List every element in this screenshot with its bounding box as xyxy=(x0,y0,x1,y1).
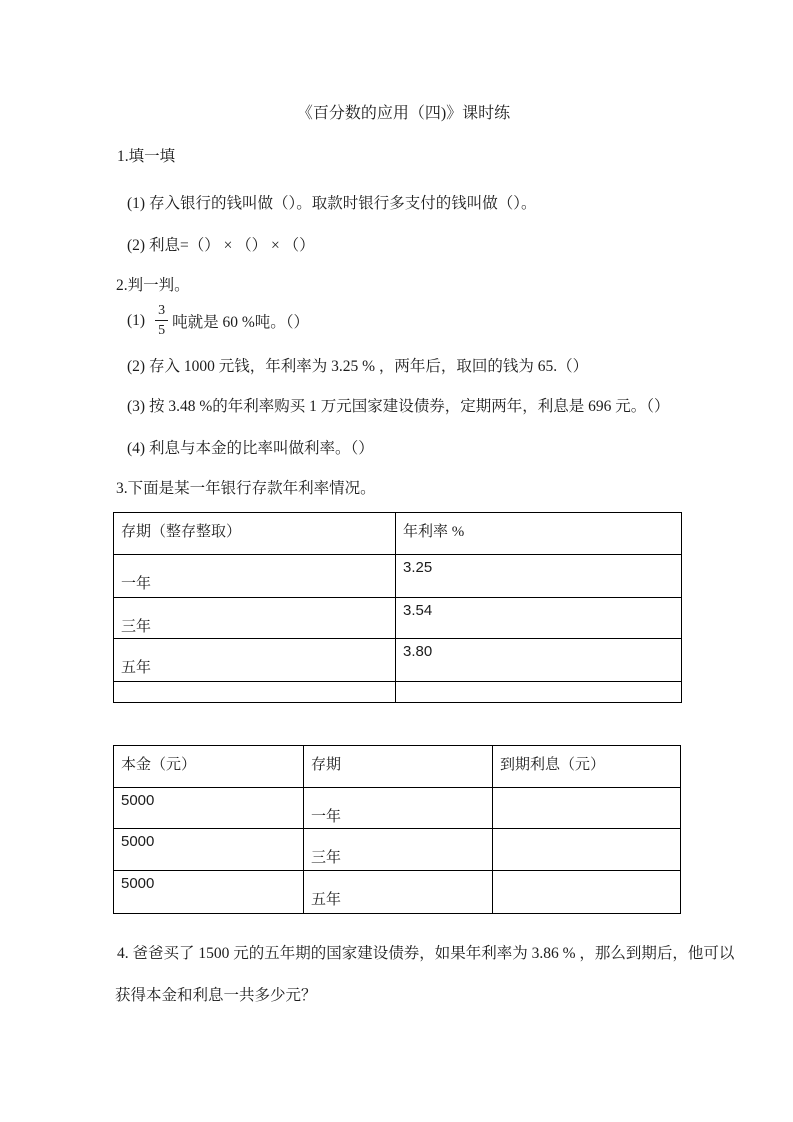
rate-table-cell-term: 五年 xyxy=(114,639,396,682)
calc-table-header-interest: 到期利息（元） xyxy=(493,746,681,788)
calc-table-cell-principal: 5000 xyxy=(114,871,304,914)
calc-table-cell-interest xyxy=(493,829,681,871)
calc-table-cell-principal: 5000 xyxy=(114,788,304,829)
rate-table-cell-empty xyxy=(396,682,682,703)
rate-table-header-term: 存期（整存整取） xyxy=(114,513,396,555)
calc-table-cell-term: 一年 xyxy=(304,788,493,829)
q3-heading: 3.下面是某一年银行存款年利率情况。 xyxy=(116,480,376,497)
rate-table-cell-term: 三年 xyxy=(114,598,396,639)
calc-table-cell-principal: 5000 xyxy=(114,829,304,871)
calc-table-cell-term: 五年 xyxy=(304,871,493,914)
fraction-three-fifths xyxy=(155,302,168,339)
q2-item-4: (4) 利息与本金的比率叫做利率。（） xyxy=(127,440,374,457)
q4-line-2: 获得本金和利息一共多少元？ xyxy=(115,987,317,1004)
q2-item-3: (3) 按 3.48 %的年利率购买 1 万元国家建设债券，定期两年，利息是 696 元。（） xyxy=(127,398,670,415)
calc-table-cell-interest xyxy=(493,871,681,914)
q2-item-2: (2) 存入 1000 元钱，年利率为 3.25 % ，两年后，取回的钱为 65.（） xyxy=(127,358,589,375)
q2-item-1-number: (1) xyxy=(127,311,146,329)
q2-item-1-text: 吨就是 60 %吨。（） xyxy=(172,313,309,331)
q4-line-1: 4. 爸爸买了 1500 元的五年期的国家建设债券，如果年利率为 3.86 % ，那么到期后，他可以 xyxy=(117,945,735,962)
page-title: 《百分数的应用（四)》课时练 xyxy=(296,105,511,122)
fraction-denominator: 5 xyxy=(158,323,166,338)
calc-table-cell-term: 三年 xyxy=(304,829,493,871)
rate-table-cell-term: 一年 xyxy=(114,555,396,598)
rate-table-header-rate: 年利率 % xyxy=(396,513,682,555)
q1-item-1: (1) 存入银行的钱叫做（）。取款时银行多支付的钱叫做（）。 xyxy=(127,195,537,212)
rate-table-cell-rate: 3.54 xyxy=(396,598,682,639)
rate-table-cell-rate: 3.80 xyxy=(396,639,682,682)
rate-table-cell-rate: 3.25 xyxy=(396,555,682,598)
calc-table-header-principal: 本金（元） xyxy=(114,746,304,788)
fraction-numerator: 3 xyxy=(155,302,168,321)
rate-table-cell-empty xyxy=(114,682,396,703)
calc-table-header-term: 存期 xyxy=(304,746,493,788)
q2-heading: 2.判一判。 xyxy=(116,277,190,294)
q1-heading: 1.填一填 xyxy=(117,148,176,165)
calc-table-cell-interest xyxy=(493,788,681,829)
rate-table xyxy=(113,512,682,703)
q1-item-2: (2) 利息=（） × （） × （） xyxy=(127,237,315,254)
q2-item-1 xyxy=(127,302,309,339)
calc-table xyxy=(113,745,681,914)
